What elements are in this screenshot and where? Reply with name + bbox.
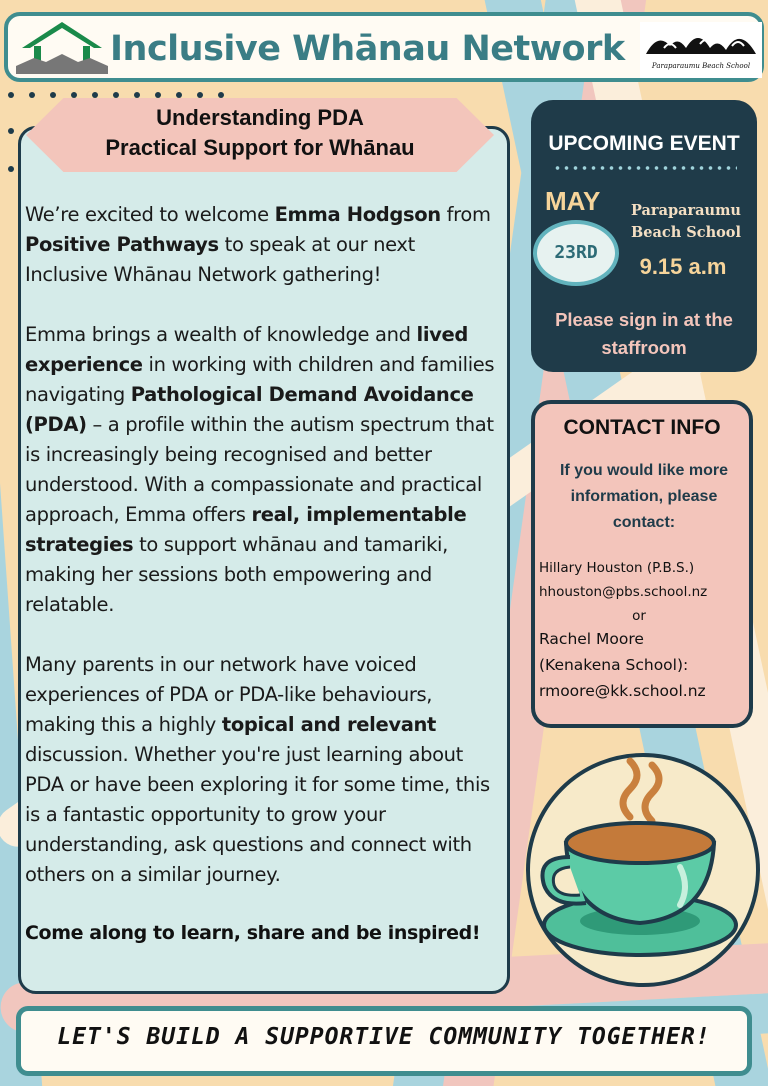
contact-heading: CONTACT INFO — [563, 416, 721, 439]
decorative-dot — [8, 92, 14, 98]
house-logo-icon — [16, 18, 108, 78]
page-title: Inclusive Whānau Network — [110, 29, 625, 69]
decorative-dot — [8, 166, 14, 172]
emphasis: Pathological Demand Avoidance (PDA) — [25, 383, 474, 436]
title-line-1: Understanding PDA — [156, 105, 364, 130]
title-line-2: Practical Support for Whānau — [105, 135, 415, 160]
school-logo-text: Paraparaumu Beach School — [651, 62, 751, 70]
text: Emma brings a wealth of knowledge and — [25, 323, 417, 346]
contact-email-2[interactable]: rmoore@kk.school.nz — [539, 682, 706, 700]
decorative-dot — [71, 92, 77, 98]
text: We’re excited to welcome — [25, 203, 275, 226]
organisation-name: Positive Pathways — [25, 233, 219, 256]
section-title — [26, 103, 494, 163]
event-day-badge: 23RD — [533, 220, 619, 286]
paragraph-2 — [25, 320, 503, 620]
decorative-dot — [176, 92, 182, 98]
contact-box — [531, 400, 753, 728]
text: discussion. Whether you're just learning about PDA or have been exploring it for some time, this is a fantastic opportunity to grow your understanding, ask questions and connect with others on a similar journey. — [25, 743, 490, 886]
decorative-dot — [92, 92, 98, 98]
paragraph-1 — [25, 200, 503, 290]
event-box — [531, 100, 757, 372]
decorative-dot — [29, 92, 35, 98]
decorative-dot — [50, 92, 56, 98]
event-venue: Paraparaumu Beach School — [631, 202, 741, 241]
emphasis: real, implementable strategies — [25, 503, 467, 556]
footer-banner — [16, 1006, 752, 1076]
event-heading: UPCOMING EVENT — [548, 132, 740, 155]
emphasis: lived experience — [25, 323, 469, 376]
decorative-dot — [113, 92, 119, 98]
text: Many parents in our network have voiced experiences of PDA or PDA-like behaviours, making this a highly — [25, 653, 433, 736]
contact-school-2: (Kenakena School): — [539, 656, 689, 674]
header-banner — [4, 12, 764, 82]
event-time: 9.15 a.m — [639, 254, 727, 279]
contact-intro: If you would like more information, please contact: — [559, 462, 729, 531]
speaker-name: Emma Hodgson — [274, 203, 441, 226]
decorative-dot — [197, 92, 203, 98]
contact-or: or — [632, 608, 646, 624]
text: from — [440, 203, 491, 226]
tea-cup-icon — [530, 757, 756, 983]
dotted-divider — [553, 166, 737, 170]
event-month: MAY — [545, 186, 601, 216]
school-logo — [640, 22, 762, 78]
event-note: Please sign in at the staffroom — [555, 309, 733, 358]
body-text — [25, 200, 503, 920]
paragraph-3 — [25, 650, 503, 890]
footer-slogan: LET'S BUILD A SUPPORTIVE COMMUNITY TOGETHER! — [57, 1024, 711, 1050]
decorative-dot — [218, 92, 224, 98]
text: – a profile within the autism spectrum that is increasingly being recognised and better understood. With a compassionate and practical approach, Emma offers — [25, 413, 494, 526]
text: in working with children and families navigating — [25, 353, 495, 406]
decorative-dot — [155, 92, 161, 98]
text: to support whānau and tamariki, making her sessions both empowering and relatable. — [25, 533, 448, 616]
contact-email-1[interactable]: hhouston@pbs.school.nz — [539, 584, 708, 600]
decorative-dot — [8, 128, 14, 134]
decorative-dot — [134, 92, 140, 98]
wave-logo-icon — [644, 26, 758, 60]
contact-name-1: Hillary Houston (P.B.S.) — [539, 560, 695, 576]
emphasis: topical and relevant — [221, 713, 437, 736]
closing-line: Come along to learn, share and be inspired! — [25, 922, 481, 944]
tea-illustration — [526, 753, 760, 987]
contact-name-2: Rachel Moore — [539, 630, 644, 648]
text: to speak at our next Inclusive Whānau Network gathering! — [25, 233, 415, 286]
